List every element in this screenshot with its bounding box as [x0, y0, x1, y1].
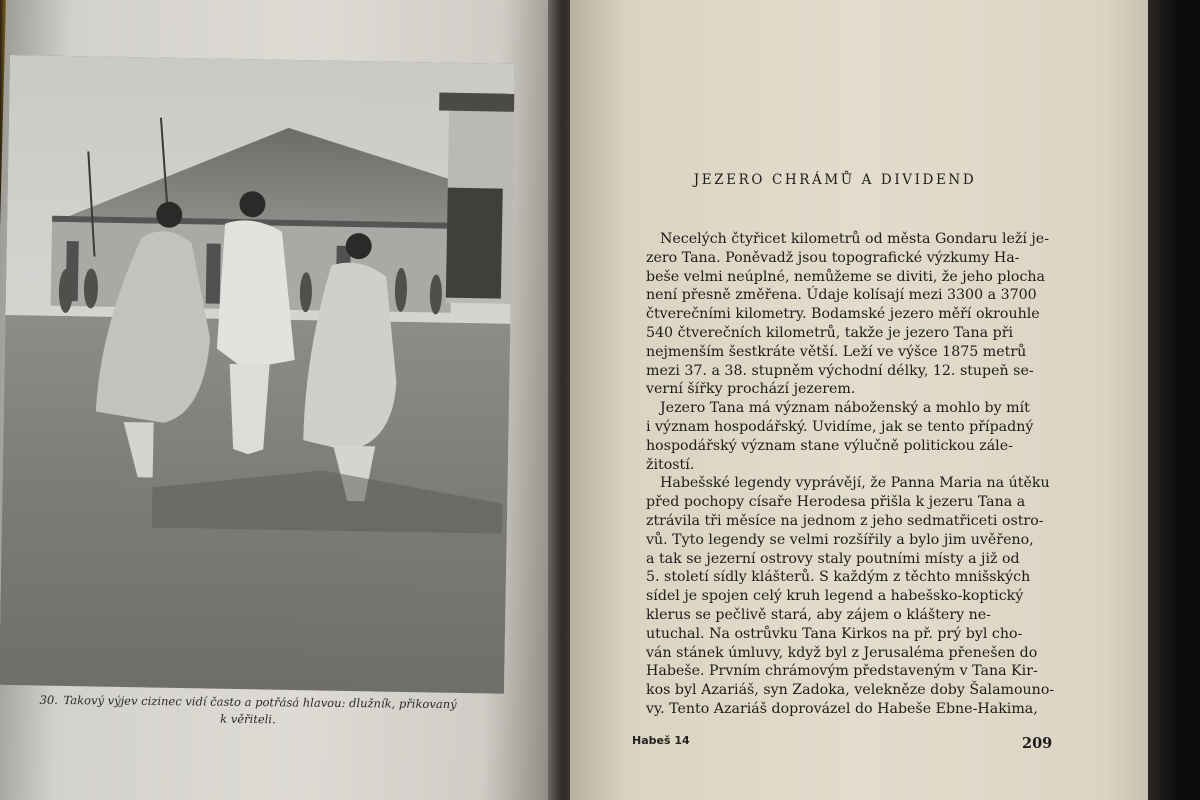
street-photograph: [0, 55, 515, 694]
text-line: čtverečními kilometry. Bodamské jezero měří okrouhle: [646, 306, 1040, 323]
text-line: Habešské legendy vyprávějí, že Panna Maria na útěku: [660, 475, 1050, 492]
text-line: zero Tana. Poněvadž jsou topografické výzkumy Ha-: [646, 249, 1020, 266]
page-number: 209: [1022, 735, 1053, 752]
caption-line: k věřiteli.: [220, 711, 276, 727]
text-line: vy. Tento Azariáš doprovázel do Habeše Ebne-Hakima,: [646, 700, 1038, 717]
text-line: ván stánek úmluvy, když byl z Jerusaléma přenešen do: [646, 644, 1038, 661]
text-line: verní šířky prochází jezerem.: [646, 381, 856, 398]
text-line: hospodářský význam stane výlučně politickou zále-: [646, 437, 1013, 454]
text-line: nejmenším šestkráte větší. Leží ve výšce 1875 metrů: [646, 343, 1027, 360]
caption-line: Takový výjev cizinec vidí často a potřásá hlavou: dlužník, přikovaný: [63, 693, 457, 712]
text-line: a tak se jezerní ostrovy staly poutními místy a již od: [646, 550, 1020, 567]
signature-footer: Habeš 14: [632, 734, 690, 747]
text-line: Necelých čtyřicet kilometrů od města Gondaru leží je-: [660, 231, 1049, 247]
text-line: Habeše. Prvním chrámovým představeným v Tana Kir-: [646, 663, 1038, 680]
photo-caption: [18, 692, 478, 731]
text-line: před pochopy císaře Herodesa přišla k jezeru Tana a: [646, 494, 1026, 511]
text-line: mezi 37. a 38. stupněm východní délky, 12. stupeň se-: [646, 362, 1034, 379]
text-line: beše velmi neúplné, nemůžeme se diviti, že jeho plocha: [646, 268, 1045, 285]
text-line: vů. Tyto legendy se velmi rozšířily a bylo jim uvěřeno,: [646, 531, 1034, 548]
text-line: kos byl Azariáš, syn Zadoka, velekněze doby Šalamouno-: [646, 682, 1055, 699]
text-line: i význam hospodářský. Uvidíme, jak se tento případný: [646, 418, 1034, 435]
text-line: sídel je spojen celý kruh legend a habešsko-koptický: [646, 588, 1024, 605]
table-background: [1148, 0, 1200, 800]
body-text: [646, 230, 1055, 719]
text-line: žitostí.: [646, 456, 695, 473]
text-line: Jezero Tana má význam náboženský a mohlo by mít: [660, 400, 1030, 417]
photo-illustration: [0, 55, 515, 694]
text-line: není přesně změřena. Údaje kolísají mezi 3300 a 3700: [646, 287, 1037, 304]
chapter-title: JEZERO CHRÁMŮ A DIVIDEND: [693, 172, 977, 188]
text-line: utuchal. Na ostrůvku Tana Kirkos na př. prý byl cho-: [646, 625, 1023, 642]
caption-number: 30.: [39, 692, 58, 708]
text-line: ztrávila tři měsíce na jednom z jeho sedmatřiceti ostro-: [646, 512, 1044, 529]
text-line: 540 čtverečních kilometrů, takže je jezero Tana při: [646, 324, 1014, 341]
text-line: 5. století sídly klášterů. S každým z těchto mnišských: [646, 569, 1031, 586]
text-line: klerus se pečlivě stará, aby zájem o kláštery ne-: [646, 606, 991, 623]
